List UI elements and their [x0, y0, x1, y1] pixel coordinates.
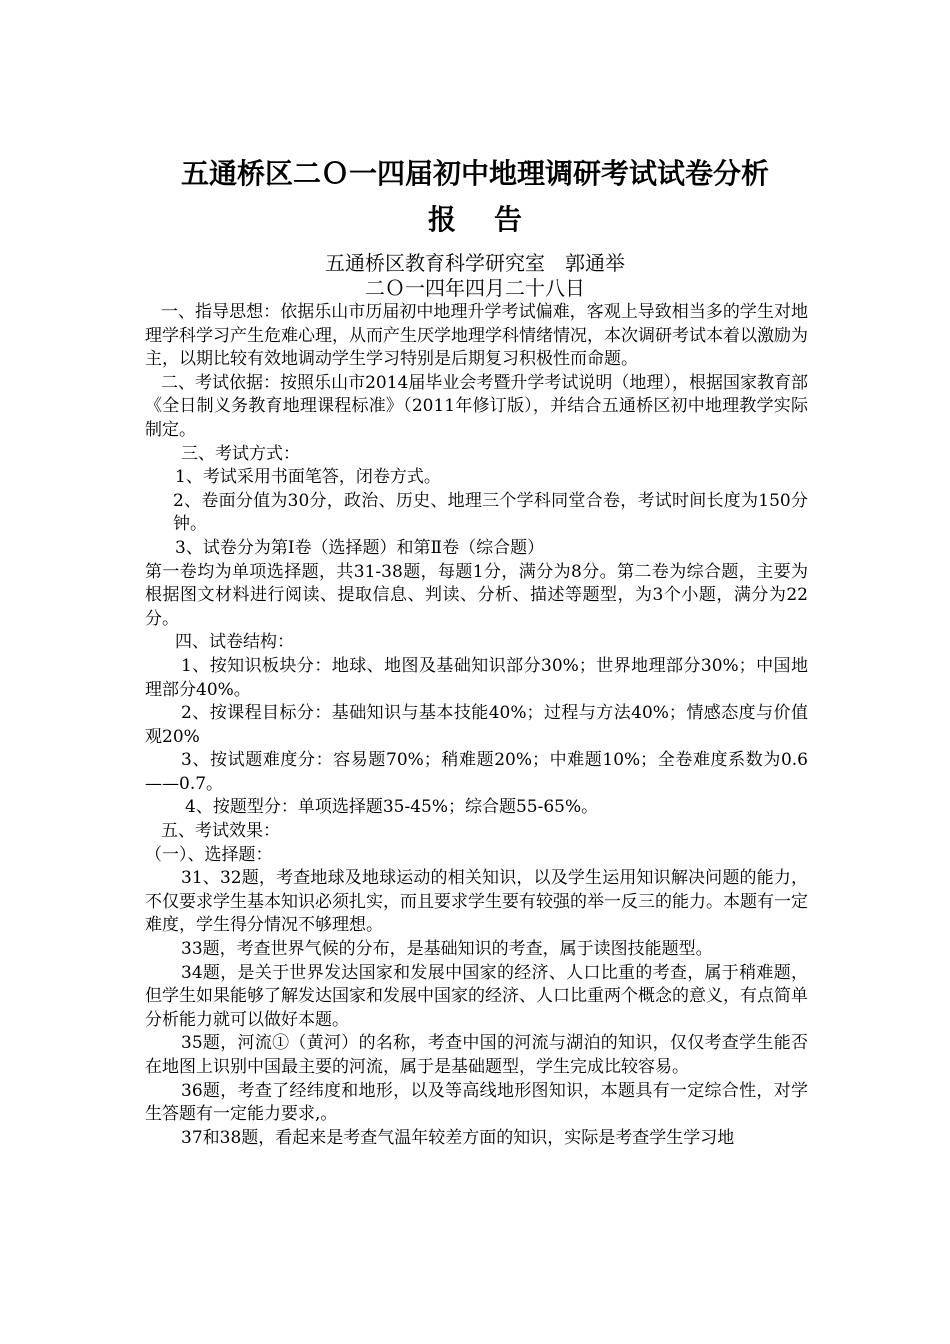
paragraph: 36题，考查了经纬度和地形，以及等高线地形图知识，本题具有一定综合性，对学生答题有一定能力要求,。: [145, 1080, 808, 1125]
author-line: 五通桥区教育科学研究室 郭通举: [325, 251, 625, 275]
paragraph: 二、考试依据：按照乐山市2014届毕业会考暨升学考试说明（地理），根据国家教育部《全日制义务教育地理课程标准》（2011年修订版），并结合五通桥区初中地理教学实际制定。: [145, 372, 808, 440]
date-line: 二Ｏ一四年四月二十八日: [365, 276, 585, 300]
document-body: [145, 301, 808, 1150]
paragraph: 3、按试题难度分：容易题70%；稍难题20%；中难题10%；全卷难度系数为0.6——0.7。: [145, 750, 808, 794]
paragraph: 2、按课程目标分：基础知识与基本技能40%；过程与方法40%；情感态度与价值观20%: [145, 703, 808, 747]
paragraph: 2、卷面分值为30分，政治、历史、地理三个学科同堂合卷，考试时间长度为150分钟。: [173, 490, 808, 535]
paragraph: 1、考试采用书面笔答，闭卷方式。: [175, 467, 441, 488]
paragraph: 五、考试效果：: [161, 821, 280, 842]
paragraph: 一、指导思想：依据乐山市历届初中地理升学考试偏难，客观上导致相当多的学生对地理学科学习产生危难心理，从而产生厌学地理学科情绪情况，本次调研考试本着以激励为主，以期比较有效地调动学生学习特别是后期复习积极性而命题。: [145, 302, 808, 370]
document-title-report: 报告: [427, 203, 560, 236]
paragraph: 31、32题，考查地球及地球运动的相关知识，以及学生运用知识解决问题的能力，不仅要求学生基本知识必须扎实，而且要求学生要有较强的举一反三的能力。本题有一定难度，学生得分情况不够理想。: [145, 868, 808, 936]
paragraph: 34题，是关于世界发达国家和发展中国家的经济、人口比重的考查，属于稍难题，但学生如果能够了解发达国家和发展中国家的经济、人口比重两个概念的意义，有点简单分析能力就可以做好本题。: [145, 962, 808, 1030]
paragraph: （一）、选择题：: [145, 844, 273, 865]
paragraph: 33题，考查世界气候的分布，是基础知识的考查，属于读图技能题型。: [181, 939, 713, 960]
paragraph: 1、按知识板块分：地球、地图及基础知识部分30%；世界地理部分30%；中国地理部分40%。: [145, 655, 808, 700]
paragraph: 四、试卷结构：: [175, 632, 294, 653]
document-title: 五通桥区二Ｏ一四届初中地理调研考试试卷分析: [180, 157, 769, 190]
paragraph: 3、试卷分为第Ⅰ卷（选择题）和第Ⅱ卷（综合题）: [175, 537, 545, 558]
paragraph: 37和38题，看起来是考查气温年较差方面的知识，实际是考查学生学习地: [181, 1127, 735, 1148]
paragraph: 4、按题型分：单项选择题35-45%；综合题55-65%。: [185, 797, 599, 818]
paragraph: 第一卷均为单项选择题，共31-38题，每题1分，满分为8分。第二卷为综合题，主要为根据图文材料进行阅读、提取信息、判读、分析、描述等题型，为3个小题，满分为22分。: [145, 561, 808, 629]
paragraph: 三、考试方式：: [181, 443, 300, 464]
paragraph: 35题，河流①（黄河）的名称，考查中国的河流与湖泊的知识，仅仅考查学生能否在地图上识别中国最主要的河流，属于是基础题型，学生完成比较容易。: [145, 1033, 808, 1077]
